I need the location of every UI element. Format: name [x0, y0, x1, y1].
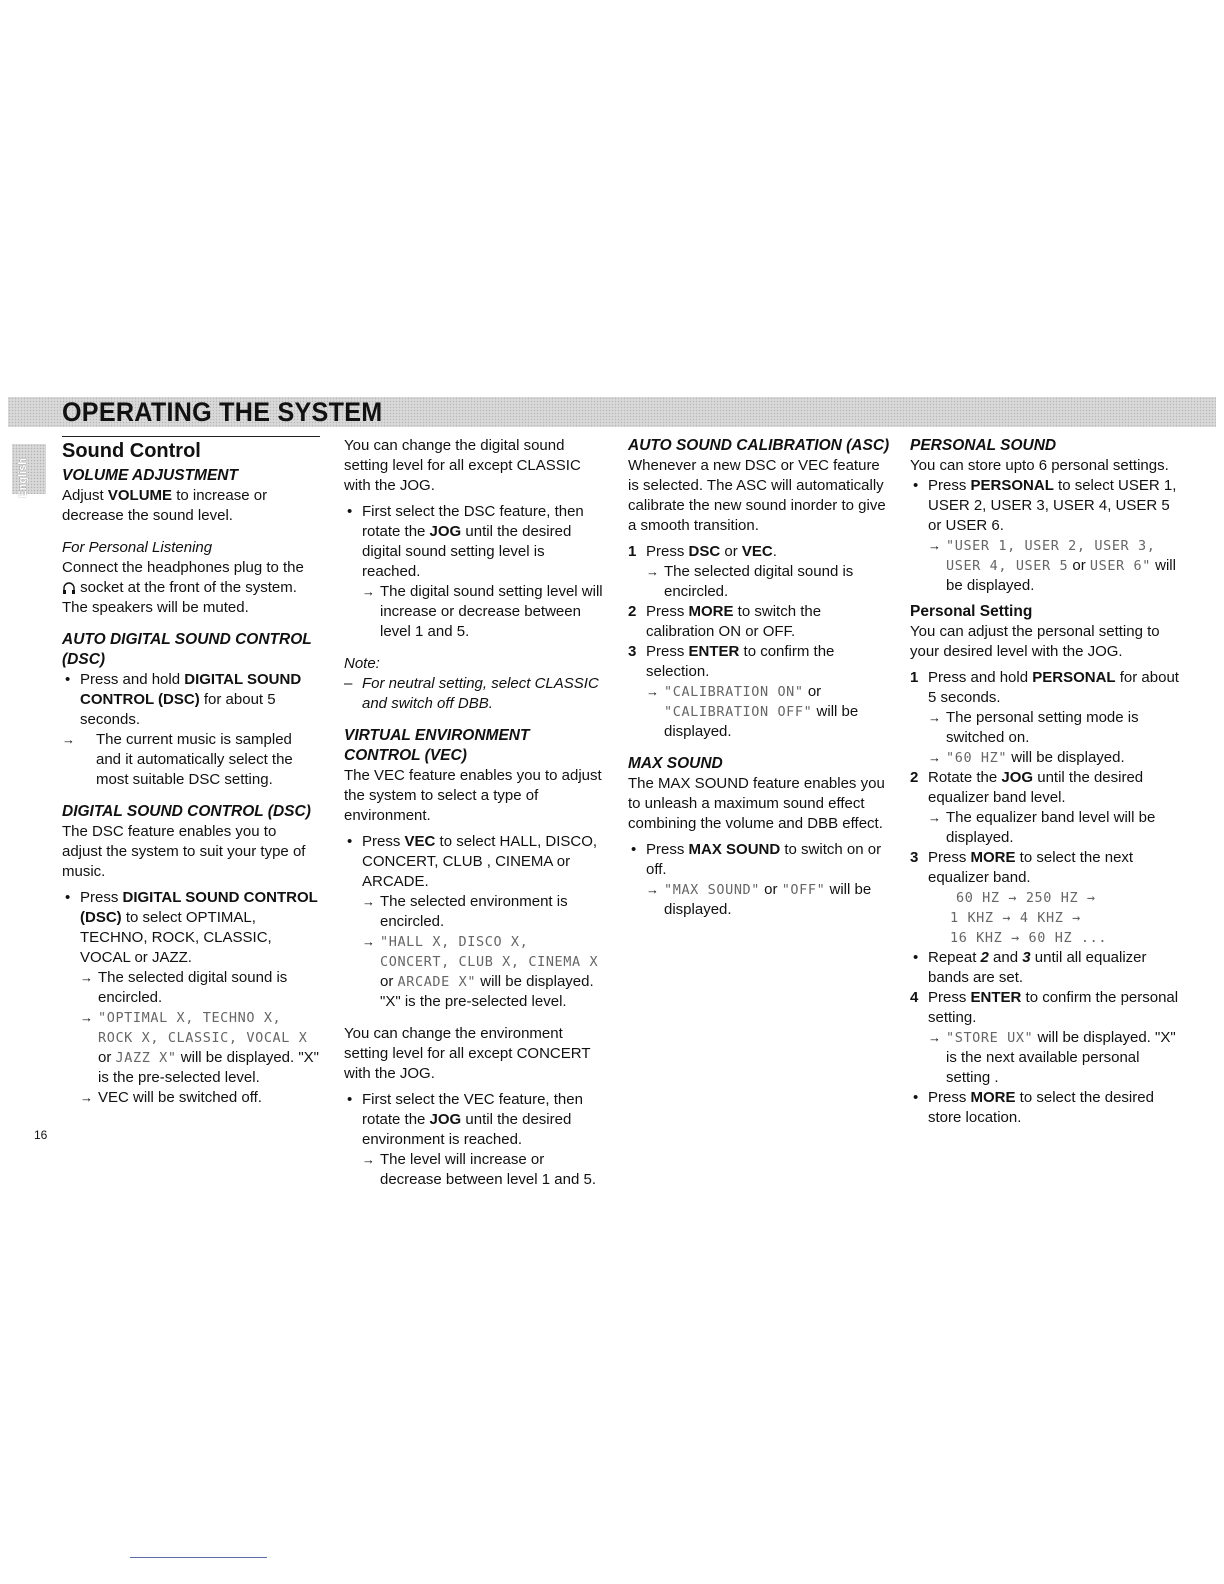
- repeat-bullet: • Repeat 2 and 3 until all equalizer bands are set.: [910, 948, 1180, 988]
- ps-step-1-arrow-1: → The personal setting mode is switched on.: [928, 708, 1180, 748]
- personal-sound-text: You can store upto 6 personal settings.: [910, 457, 1169, 474]
- ps-step-4-arrow: → "STORE UX" will be displayed. "X" is the next available personal setting .: [928, 1028, 1180, 1088]
- column-2: [344, 436, 606, 1190]
- note-label: Note:: [344, 655, 380, 672]
- asc-step-1-arrow: → The selected digital sound is encircled.: [646, 562, 890, 602]
- ps-step-1: 1 Press and hold PERSONAL for about 5 seconds.: [910, 669, 1179, 706]
- store-location-bullet: • Press MORE to select the desired store location.: [910, 1088, 1180, 1128]
- asc-step-2: 2 Press MORE to switch the calibration ON or OFF.: [628, 603, 822, 640]
- dsc-jog-arrow: → The digital sound setting level will increase or decrease between level 1 and 5.: [362, 582, 606, 642]
- note-text: – For neutral setting, select CLASSIC and switch off DBB.: [344, 675, 599, 712]
- max-sound-text: The MAX SOUND feature enables you to unleash a maximum sound effect combining the volume and DBB effect.: [628, 775, 885, 832]
- personal-sound-bullet: • Press PERSONAL to select USER 1, USER 2, USER 3, USER 4, USER 5 or USER 6.: [910, 476, 1180, 536]
- dsc-arrow-3: → VEC will be switched off.: [80, 1088, 320, 1108]
- env-text: You can change the environment setting level for all except CONCERT with the JOG.: [344, 1025, 591, 1082]
- asc-text: Whenever a new DSC or VEC feature is selected. The ASC will automatically calibrate the new sound inorder to give a smooth transition.: [628, 457, 886, 534]
- column-4: [910, 436, 1180, 1128]
- auto-dsc-title: AUTO DIGITAL SOUND CONTROL (DSC): [62, 631, 312, 668]
- ps-step-4: 4 Press ENTER to confirm the personal setting.: [910, 989, 1179, 1026]
- vec-title: VIRTUAL ENVIRONMENT CONTROL (VEC): [344, 727, 530, 764]
- heading-rule: [62, 436, 320, 437]
- vec-jog-bullet: • First select the VEC feature, then rotate the JOG until the desired environment is reached.: [344, 1090, 606, 1150]
- language-tab: [12, 444, 46, 498]
- personal-setting-text: You can adjust the personal setting to your desired level with the JOG.: [910, 623, 1160, 660]
- max-sound-title: MAX SOUND: [628, 755, 723, 772]
- dsc-jog-bullet: • First select the DSC feature, then rotate the JOG until the desired digital sound setting level is reached.: [344, 502, 606, 582]
- vec-bullet: • Press VEC to select HALL, DISCO, CONCERT, CLUB , CINEMA or ARCADE.: [344, 832, 606, 892]
- asc-title: AUTO SOUND CALIBRATION (ASC): [628, 437, 890, 454]
- dsc-title: DIGITAL SOUND CONTROL (DSC): [62, 803, 311, 820]
- language-label: English: [17, 458, 29, 498]
- dsc-arrow-2: → "OPTIMAL X, TECHNO X, ROCK X, CLASSIC, VOCAL X or JAZZ X" will be displayed. "X" is the pre-selected level.: [80, 1008, 320, 1088]
- personal-sound-arrow: → "USER 1, USER 2, USER 3, USER 4, USER 5 or USER 6" will be displayed.: [928, 536, 1180, 596]
- dsc-jog-intro: You can change the digital sound setting level for all except CLASSIC with the JOG.: [344, 437, 581, 494]
- personal-setting-title: Personal Setting: [910, 603, 1033, 620]
- volume-text: Adjust VOLUME to increase or decrease the sound level.: [62, 487, 268, 524]
- volume-adjustment-title: VOLUME ADJUSTMENT: [62, 467, 238, 484]
- personal-listening-title: For Personal Listening: [62, 539, 213, 556]
- band-line-1: 60 HZ → 250 HZ →: [956, 890, 1096, 906]
- vec-arrow-2: → "HALL X, DISCO X, CONCERT, CLUB X, CINEMA X or ARCADE X" will be displayed. "X" is the pre-selected level.: [362, 932, 606, 1012]
- asc-step-3-arrow: → "CALIBRATION ON" or "CALIBRATION OFF" will be displayed.: [646, 682, 890, 742]
- band-line-3: 16 KHZ → 60 HZ ...: [950, 930, 1108, 946]
- dsc-text: The DSC feature enables you to adjust the system to suit your type of music.: [62, 823, 306, 880]
- section-banner: [8, 397, 1216, 427]
- band-line-2: 1 KHZ → 4 KHZ →: [950, 910, 1081, 926]
- personal-listening-text: Connect the headphones plug to the socket at the front of the system. The speakers will be muted.: [62, 559, 304, 616]
- section-title: OPERATING THE SYSTEM: [62, 397, 383, 427]
- ps-step-2: 2 Rotate the JOG until the desired equalizer band level.: [910, 769, 1144, 806]
- max-sound-bullet: • Press MAX SOUND to switch on or off.: [628, 840, 890, 880]
- ps-step-1-arrow-2: → "60 HZ" will be displayed.: [928, 748, 1180, 768]
- max-sound-arrow: → "MAX SOUND" or "OFF" will be displayed.: [646, 880, 890, 920]
- page-number: 16: [34, 1128, 48, 1142]
- vec-arrow-1: → The selected environment is encircled.: [362, 892, 606, 932]
- headphones-icon: [62, 581, 76, 595]
- footer-divider: [130, 1557, 267, 1558]
- column-1: [62, 436, 320, 1108]
- vec-jog-arrow: → The level will increase or decrease between level 1 and 5.: [362, 1150, 606, 1190]
- asc-step-3: 3 Press ENTER to confirm the selection.: [628, 643, 835, 680]
- sound-control-heading: Sound Control: [62, 440, 201, 462]
- dsc-bullet: • Press DIGITAL SOUND CONTROL (DSC) to select OPTIMAL, TECHNO, ROCK, CLASSIC, VOCAL or JAZZ.: [62, 888, 320, 968]
- auto-dsc-bullet: • Press and hold DIGITAL SOUND CONTROL (DSC) for about 5 seconds.: [62, 670, 320, 730]
- ps-step-2-arrow: → The equalizer band level will be displayed.: [928, 808, 1180, 848]
- auto-dsc-arrow: → The current music is sampled and it automatically select the most suitable DSC setting.: [62, 730, 320, 790]
- vec-text: The VEC feature enables you to adjust the system to select a type of environment.: [344, 767, 602, 824]
- ps-step-3: 3 Press MORE to select the next equalizer band.: [910, 849, 1134, 886]
- column-3: [628, 436, 890, 920]
- asc-step-1: 1 Press DSC or VEC.: [628, 543, 777, 560]
- dsc-arrow-1: → The selected digital sound is encircled.: [80, 968, 320, 1008]
- personal-sound-title: PERSONAL SOUND: [910, 437, 1057, 454]
